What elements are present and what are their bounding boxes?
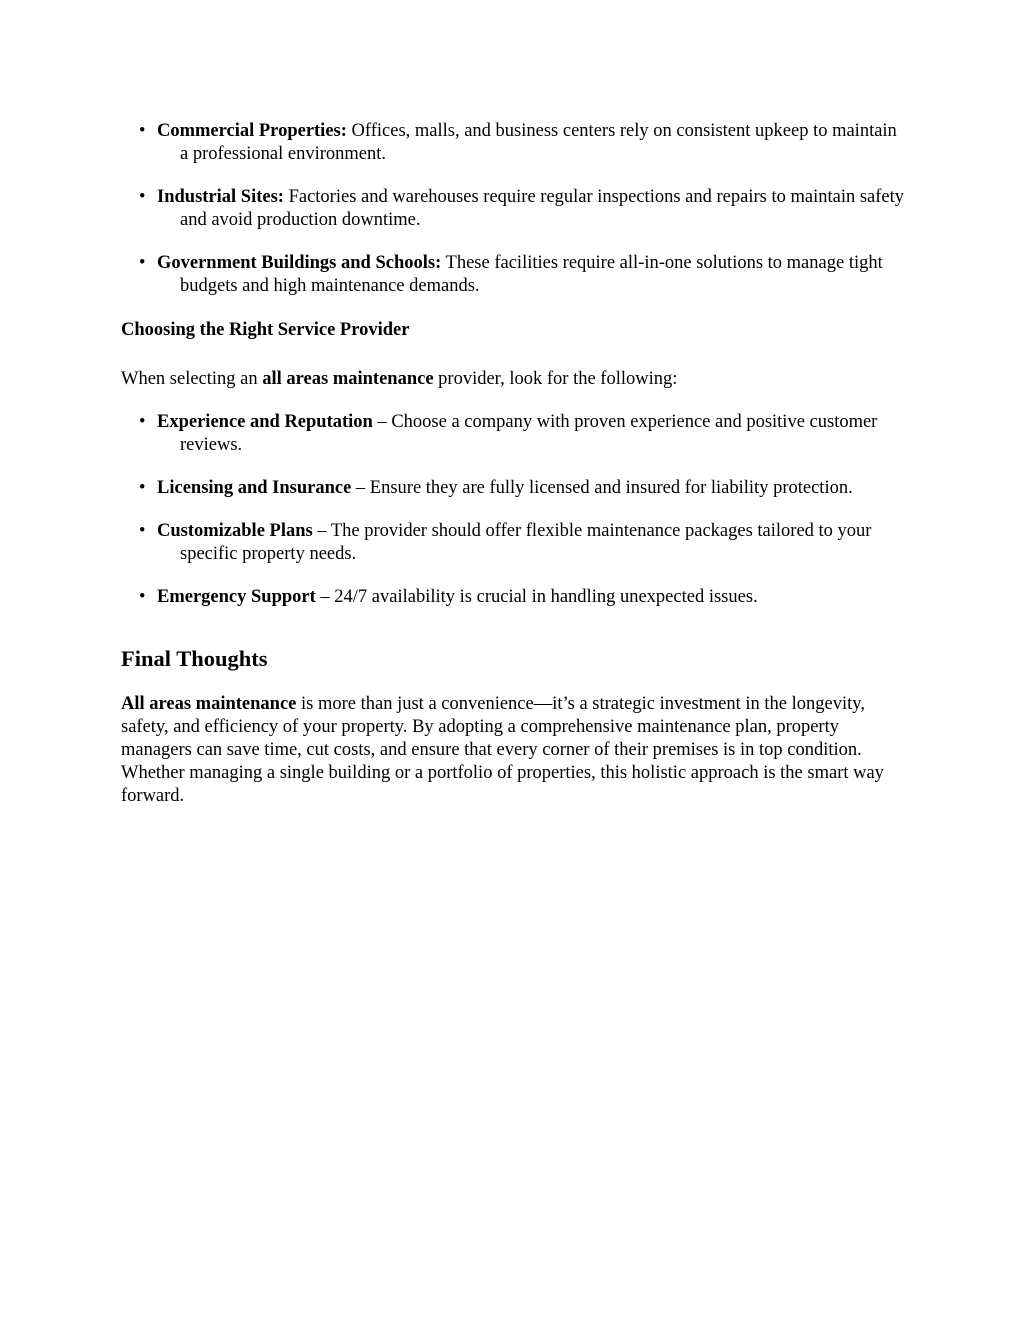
property-types-list bbox=[121, 120, 906, 298]
bullet-icon: • bbox=[139, 587, 146, 607]
final-thoughts-heading: Final Thoughts bbox=[121, 646, 268, 671]
bullet-icon: • bbox=[139, 412, 146, 432]
section-subheading: Choosing the Right Service Provider bbox=[121, 320, 410, 340]
list-item bbox=[121, 586, 906, 609]
final-lead-bold: All areas maintenance bbox=[121, 694, 297, 714]
intro-text-after: provider, look for the following: bbox=[438, 369, 678, 389]
list-item bbox=[121, 252, 906, 298]
document-content bbox=[121, 120, 906, 828]
item-text: These facilities require all-in-one solutions to manage tight budgets and high maintenance demands. bbox=[180, 253, 883, 296]
item-text: – Choose a company with proven experience and positive customer reviews. bbox=[180, 412, 878, 455]
item-label: Experience and Reputation bbox=[157, 412, 373, 432]
list-item bbox=[121, 120, 906, 166]
item-label: Commercial Properties: bbox=[157, 121, 347, 141]
item-label: Emergency Support bbox=[157, 587, 316, 607]
final-body-text: is more than just a convenience—it’s a strategic investment in the longevity, safety, and efficiency of your property. By adopting a comprehensive maintenance plan, property managers can save time, cut costs, and ensure that every corner of their premises is in top condition. Whether managing a single building or a portfolio of properties, this holistic approach is the smart way forward. bbox=[121, 694, 884, 806]
provider-criteria-list bbox=[121, 411, 906, 609]
item-label: Licensing and Insurance bbox=[157, 478, 352, 498]
intro-paragraph bbox=[121, 368, 906, 391]
bullet-icon: • bbox=[139, 253, 146, 273]
list-item bbox=[121, 186, 906, 232]
final-paragraph bbox=[121, 693, 906, 808]
item-label: Industrial Sites: bbox=[157, 187, 284, 207]
item-text: – 24/7 availability is crucial in handling unexpected issues. bbox=[320, 587, 758, 607]
bullet-icon: • bbox=[139, 121, 146, 141]
intro-text-bold: all areas maintenance bbox=[262, 369, 434, 389]
item-text: Factories and warehouses require regular inspections and repairs to maintain safety and avoid production downtime. bbox=[180, 187, 905, 230]
intro-text-before: When selecting an bbox=[121, 369, 258, 389]
item-text: – The provider should offer flexible maintenance packages tailored to your specific property needs. bbox=[180, 521, 872, 564]
bullet-icon: • bbox=[139, 478, 146, 498]
list-item bbox=[121, 477, 906, 500]
item-text: – Ensure they are fully licensed and insured for liability protection. bbox=[355, 478, 853, 498]
item-label: Customizable Plans bbox=[157, 521, 313, 541]
list-item bbox=[121, 520, 906, 566]
item-text: Offices, malls, and business centers rely on consistent upkeep to maintain a professional environment. bbox=[180, 121, 897, 164]
bullet-icon: • bbox=[139, 521, 146, 541]
list-item bbox=[121, 411, 906, 457]
bullet-icon: • bbox=[139, 187, 146, 207]
item-label: Government Buildings and Schools: bbox=[157, 253, 442, 273]
